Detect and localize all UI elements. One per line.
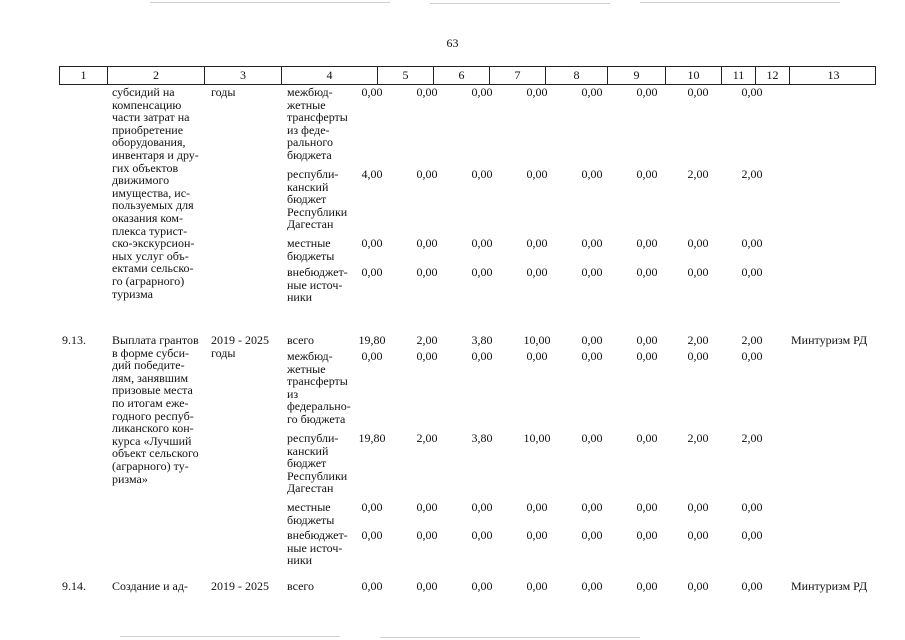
period-line: 2019 - 2025 (211, 579, 269, 593)
description-line: в форме субси- (112, 345, 190, 360)
description-line: гих объектов (112, 160, 179, 175)
source-line: бюджет (287, 192, 327, 207)
source-line: федерально- (287, 399, 351, 414)
source-line: бюджеты (287, 512, 335, 527)
value-cell: 0,00 (636, 349, 658, 363)
description-line: ных услуг объ- (112, 248, 189, 263)
executor: Минтуризм РД (791, 579, 868, 593)
value-cell: 0,00 (741, 265, 763, 279)
source-line: трансферты (287, 110, 348, 125)
source-line: бюджеты (287, 248, 335, 263)
description-line: ско-экскурсион- (112, 236, 195, 251)
description-line: движимого (112, 173, 170, 188)
value-cell: 0,00 (687, 500, 709, 514)
value-cell: 0,00 (471, 265, 493, 279)
value-cell: 0,00 (687, 85, 709, 99)
source-line: местные (287, 236, 331, 250)
description-line: плекса турист- (112, 223, 188, 238)
value-cell: 0,00 (581, 431, 603, 445)
column-header: 6 (434, 67, 490, 84)
value-cell: 0,00 (416, 265, 438, 279)
value-cell: 3,80 (471, 431, 493, 445)
value-cell: 0,00 (416, 500, 438, 514)
source-line: из (287, 386, 299, 401)
description-line: по итогам еже- (112, 396, 189, 410)
value-cell: 0,00 (687, 579, 709, 593)
value-cell: 0,00 (581, 265, 603, 279)
value-cell: 0,00 (741, 528, 763, 542)
value-cell: 0,00 (636, 85, 658, 99)
source-line: ные источ- (287, 277, 343, 292)
description-line: (аграрного) ту- (112, 459, 189, 473)
source-line: республи- (287, 167, 339, 181)
value-cell: 3,80 (471, 333, 493, 347)
description-line: компенсацию (112, 97, 182, 112)
column-header: 3 (205, 67, 282, 84)
value-cell: 0,00 (361, 500, 383, 514)
column-header: 4 (282, 67, 378, 84)
source-line: всего (287, 579, 315, 593)
column-header: 8 (546, 67, 608, 84)
value-cell: 0,00 (526, 500, 548, 514)
value-cell: 0,00 (687, 528, 709, 542)
value-cell: 0,00 (526, 167, 548, 181)
row-number: 9.13. (62, 333, 86, 347)
value-cell: 0,00 (526, 528, 548, 542)
value-cell: 0,00 (526, 236, 548, 250)
source-line: трансферты (287, 374, 348, 389)
description-line: оборудования, (112, 135, 186, 150)
source-line: канский (287, 179, 329, 194)
source-line: республи- (287, 431, 339, 445)
source-line: Республики (287, 204, 348, 219)
source-line: Дагестан (287, 481, 334, 496)
source-line: Дагестан (287, 217, 334, 232)
value-cell: 2,00 (741, 333, 763, 347)
value-cell: 2,00 (687, 167, 709, 181)
value-cell: 0,00 (361, 236, 383, 250)
value-cell: 0,00 (526, 265, 548, 279)
description-line: лям, занявшим (112, 370, 189, 385)
value-cell: 2,00 (416, 333, 438, 347)
source-line: бюджета (287, 148, 332, 162)
value-cell: 0,00 (416, 579, 438, 593)
column-header: 5 (378, 67, 434, 84)
value-cell: 0,00 (636, 528, 658, 542)
value-cell: 0,00 (581, 579, 603, 593)
value-cell: 0,00 (471, 528, 493, 542)
source-line: го бюджета (287, 412, 346, 426)
value-cell: 0,00 (471, 500, 493, 514)
value-cell: 0,00 (636, 265, 658, 279)
column-header: 13 (827, 68, 840, 82)
description-line: го (аграрного) (112, 274, 185, 288)
value-cell: 0,00 (687, 349, 709, 363)
description-line: туризма (112, 286, 153, 301)
period-line: годы (211, 345, 236, 360)
description-line: годного респуб- (112, 408, 194, 423)
value-cell: 0,00 (526, 85, 548, 99)
source-line: Республики (287, 468, 348, 483)
value-cell: 0,00 (581, 528, 603, 542)
value-cell: 0,00 (471, 85, 493, 99)
source-line: внебюджет- (287, 528, 348, 542)
column-header: 7 (490, 67, 546, 84)
row-number: 9.14. (62, 579, 86, 593)
value-cell: 0,00 (471, 579, 493, 593)
source-line: межбюд- (287, 349, 333, 363)
value-cell: 10,00 (523, 431, 551, 445)
value-cell: 0,00 (636, 579, 658, 593)
source-line: ные источ- (287, 540, 343, 555)
value-cell: 0,00 (636, 236, 658, 250)
value-cell: 2,00 (741, 167, 763, 181)
value-cell: 0,00 (361, 579, 383, 593)
description-line: дий победите- (112, 358, 185, 373)
value-cell: 2,00 (416, 431, 438, 445)
column-header: 10 (666, 67, 722, 84)
column-header: 9 (608, 67, 666, 84)
value-cell: 0,00 (361, 85, 383, 99)
description-line: инвентаря и дру- (112, 148, 199, 162)
column-header: 11 (722, 67, 756, 84)
value-cell: 0,00 (636, 333, 658, 347)
value-cell: 0,00 (636, 431, 658, 445)
description-line: оказания ком- (112, 211, 183, 225)
value-cell: 0,00 (741, 579, 763, 593)
value-cell: 0,00 (471, 236, 493, 250)
source-line: канский (287, 443, 329, 458)
column-header: 1 (60, 67, 108, 84)
value-cell: 0,00 (741, 349, 763, 363)
description-line: ризма» (112, 471, 148, 486)
description-line: части затрат на (112, 110, 190, 125)
table-header (59, 66, 876, 85)
value-cell: 10,00 (523, 333, 551, 347)
value-cell: 0,00 (416, 528, 438, 542)
value-cell: 0,00 (581, 500, 603, 514)
value-cell: 0,00 (741, 85, 763, 99)
value-cell: 0,00 (526, 579, 548, 593)
value-cell: 4,00 (361, 167, 383, 181)
description-line: приобретение (112, 122, 184, 137)
executor: Минтуризм РД (791, 333, 868, 347)
value-cell: 0,00 (581, 85, 603, 99)
source-line: жетные (287, 97, 326, 112)
description-line: пользуемых для (112, 198, 194, 213)
description-line: курса «Лучший (112, 433, 192, 448)
source-line: всего (287, 333, 315, 347)
source-line: межбюд- (287, 85, 333, 99)
description-line: призовые места (112, 383, 193, 398)
page-number: 63 (446, 36, 459, 50)
source-line: внебюджет- (287, 265, 348, 279)
value-cell: 0,00 (416, 85, 438, 99)
value-cell: 19,80 (358, 431, 386, 445)
value-cell: 0,00 (581, 167, 603, 181)
period-line: 2019 - 2025 (211, 333, 269, 347)
value-cell: 0,00 (687, 265, 709, 279)
value-cell: 0,00 (471, 349, 493, 363)
value-cell: 0,00 (741, 500, 763, 514)
value-cell: 2,00 (687, 333, 709, 347)
value-cell: 0,00 (361, 528, 383, 542)
value-cell: 0,00 (687, 236, 709, 250)
value-cell: 0,00 (416, 167, 438, 181)
value-cell: 0,00 (416, 349, 438, 363)
description-line: объект сельского (112, 446, 199, 461)
value-cell: 2,00 (741, 431, 763, 445)
column-header: 12 (756, 67, 790, 84)
description-line: ектами сельско- (112, 261, 194, 276)
value-cell: 0,00 (581, 236, 603, 250)
source-line: из феде- (287, 122, 330, 137)
value-cell: 0,00 (741, 236, 763, 250)
description-line: ликанского кон- (112, 421, 194, 436)
period-line: годы (211, 85, 236, 99)
source-line: ники (287, 290, 313, 305)
source-line: рального (287, 135, 333, 150)
description-line: имущества, ис- (112, 185, 191, 200)
value-cell: 0,00 (361, 265, 383, 279)
value-cell: 0,00 (471, 167, 493, 181)
value-cell: 0,00 (416, 236, 438, 250)
source-line: бюджет (287, 456, 327, 471)
source-line: жетные (287, 361, 326, 376)
value-cell: 0,00 (636, 167, 658, 181)
value-cell: 0,00 (636, 500, 658, 514)
source-line: местные (287, 500, 331, 514)
source-line: ники (287, 553, 313, 568)
column-header: 2 (108, 67, 205, 84)
description-line: Выплата грантов (112, 333, 199, 347)
description-line: субсидий на (112, 85, 175, 99)
value-cell: 0,00 (581, 333, 603, 347)
value-cell: 19,80 (358, 333, 386, 347)
value-cell: 0,00 (526, 349, 548, 363)
value-cell: 0,00 (361, 349, 383, 363)
value-cell: 2,00 (687, 431, 709, 445)
description-line: Создание и ад- (112, 579, 188, 593)
value-cell: 0,00 (581, 349, 603, 363)
